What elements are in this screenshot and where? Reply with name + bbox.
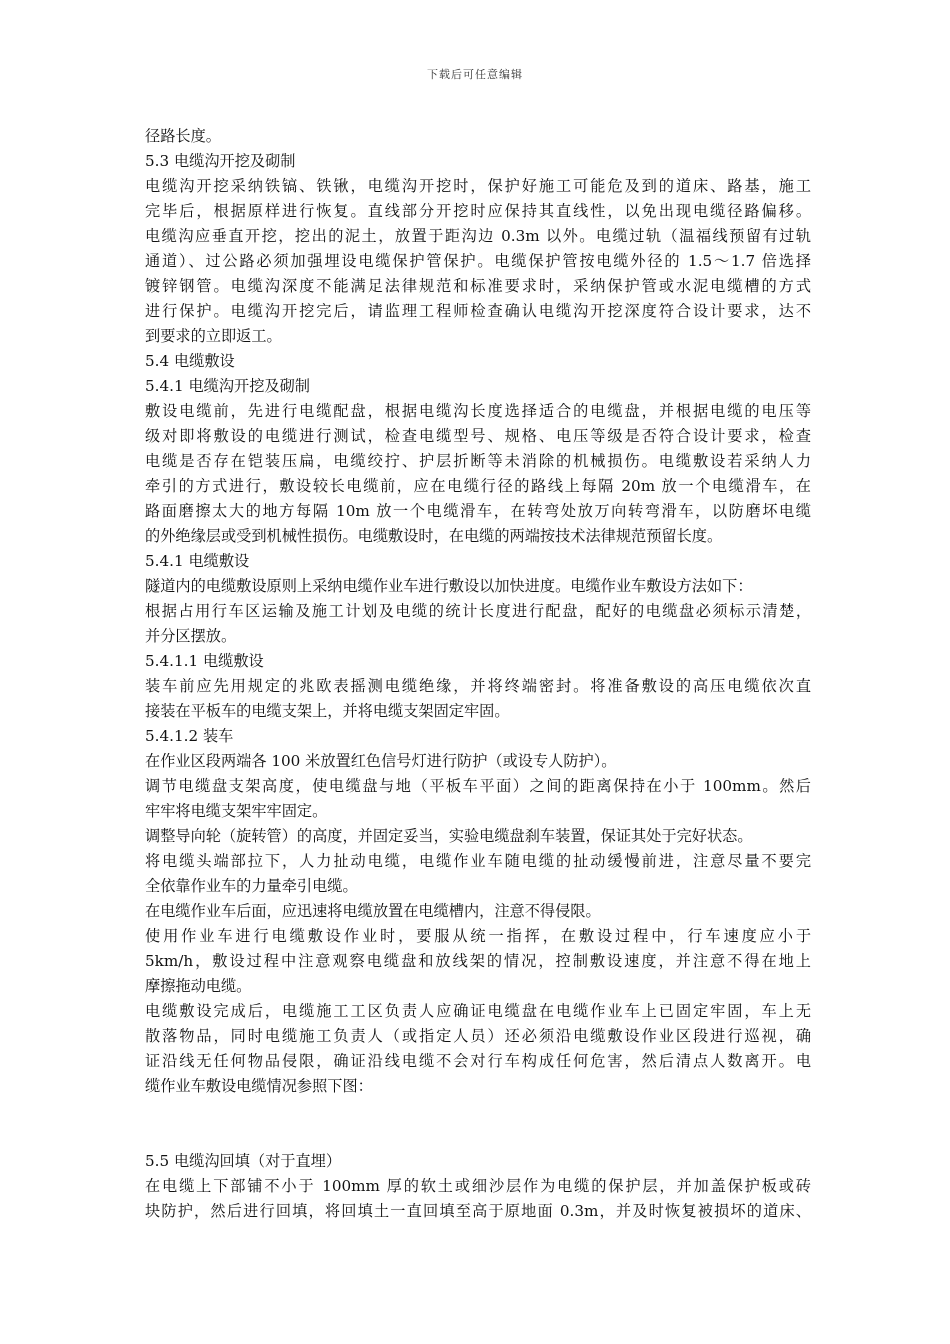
text-line: 牵引的方式进行，敷设较长电缆前，应在电缆行径的路线上每隔 20m 放一个电缆滑车，在 bbox=[145, 477, 811, 495]
text-line: 电缆敷设完成后，电缆施工工区负责人应确证电缆盘在电缆作业车上已固定牢固，车上无 bbox=[145, 1002, 811, 1020]
text-line: 敷设电缆前，先进行电缆配盘，根据电缆沟长度选择适合的电缆盘，并根据电缆的电压等 bbox=[145, 402, 811, 420]
text-line: 完毕后，根据原样进行恢复。直线部分开挖时应保持其直线性，以免出现电缆径路偏移。 bbox=[145, 202, 811, 220]
text-line: 证沿线无任何物品侵限，确证沿线电缆不会对行车构成任何危害，然后清点人数离开。电 bbox=[145, 1052, 811, 1070]
text-line: 的外绝缘层或受到机械性损伤。电缆敷设时，在电缆的两端按技术法律规范预留长度。 bbox=[145, 527, 723, 545]
text-line: 牢牢将电缆支架牢牢固定。 bbox=[145, 802, 328, 820]
text-line: 5.4 电缆敷设 bbox=[145, 352, 235, 370]
page-header: 下载后可任意编辑 bbox=[427, 68, 523, 81]
text-line: 全依靠作业车的力量牵引电缆。 bbox=[145, 877, 358, 895]
text-line: 在电缆上下部铺不小于 100mm 厚的软土或细沙层作为电缆的保护层，并加盖保护板或砖 bbox=[145, 1177, 811, 1195]
text-line: 电缆沟应垂直开挖，挖出的泥土，放置于距沟边 0.3m 以外。电缆过轨（温福线预留有过轨 bbox=[145, 227, 811, 245]
text-line: 在作业区段两端各 100 米放置红色信号灯进行防护（或设专人防护）。 bbox=[145, 752, 617, 770]
text-line: 5.4.1.1 电缆敷设 bbox=[145, 652, 264, 670]
text-line: 使用作业车进行电缆敷设作业时，要服从统一指挥，在敷设过程中，行车速度应小于 bbox=[145, 927, 811, 945]
text-line: 电缆沟开挖采纳铁镐、铁锹，电缆沟开挖时，保护好施工可能危及到的道床、路基，施工 bbox=[145, 177, 811, 195]
text-line: 5.5 电缆沟回填（对于直埋） bbox=[145, 1152, 342, 1170]
text-line: 并分区摆放。 bbox=[145, 627, 237, 645]
text-line: 在电缆作业车后面，应迅速将电缆放置在电缆槽内，注意不得侵限。 bbox=[145, 902, 601, 920]
text-block-backfill bbox=[145, 1149, 811, 1224]
text-line: 电缆是否存在铠装压扁，电缆绞拧、护层折断等未消除的机械损伤。电缆敷设若采纳人力 bbox=[145, 452, 811, 470]
figure-placeholder-gap bbox=[145, 1124, 811, 1149]
text-line: 路面磨擦太大的地方每隔 10m 放一个电缆滑车，在转弯处放万向转弯滑车，以防磨坏电缆 bbox=[145, 502, 811, 520]
text-line: 接装在平板车的电缆支架上，并将电缆支架固定牢固。 bbox=[145, 702, 510, 720]
text-line: 进行保护。电缆沟开挖完后，请监理工程师检查确认电缆沟开挖深度符合设计要求，达不 bbox=[145, 302, 811, 320]
text-line: 5.4.1 电缆沟开挖及砌制 bbox=[145, 377, 310, 395]
text-line: 块防护，然后进行回填，将回填土一直回填至高于原地面 0.3m，并及时恢复被损坏的道床、 bbox=[145, 1202, 811, 1220]
text-line: 缆作业车敷设电缆情况参照下图： bbox=[145, 1077, 373, 1095]
text-line: 将电缆头端部拉下，人力扯动电缆，电缆作业车随电缆的扯动缓慢前进，注意尽量不要完 bbox=[145, 852, 811, 870]
text-line: 镀锌钢管。电缆沟深度不能满足法律规范和标准要求时，采纳保护管或水泥电缆槽的方式 bbox=[145, 277, 811, 295]
text-line: 通道）、过公路必须加强埋设电缆保护管保护。电缆保护管按电缆外径的 1.5～1.7 倍选择 bbox=[145, 252, 811, 270]
text-line: 摩擦拖动电缆。 bbox=[145, 977, 252, 995]
text-line: 调整导向轮（旋转管）的高度，并固定妥当，实验电缆盘刹车装置，保证其处于完好状态。 bbox=[145, 827, 753, 845]
text-line: 级对即将敷设的电缆进行测试，检查电缆型号、规格、电压等级是否符合设计要求，检查 bbox=[145, 427, 811, 445]
text-line: 5.4.1 电缆敷设 bbox=[145, 552, 250, 570]
text-line: 到要求的立即返工。 bbox=[145, 327, 282, 345]
text-block-cable-laying bbox=[145, 124, 811, 1099]
text-line: 径路长度。 bbox=[145, 127, 221, 145]
text-line: 装车前应先用规定的兆欧表摇测电缆绝缘，并将终端密封。将准备敷设的高压电缆依次直 bbox=[145, 677, 811, 695]
text-line: 5.3 电缆沟开挖及砌制 bbox=[145, 152, 296, 170]
text-line: 隧道内的电缆敷设原则上采纳电缆作业车进行敷设以加快进度。电缆作业车敷设方法如下： bbox=[145, 577, 753, 595]
text-line: 散落物品，同时电缆施工负责人（或指定人员）还必须沿电缆敷设作业区段进行巡视，确 bbox=[145, 1027, 811, 1045]
figure-placeholder-gap bbox=[145, 1099, 811, 1124]
text-line: 根据占用行车区运输及施工计划及电缆的统计长度进行配盘，配好的电缆盘必须标示清楚， bbox=[145, 602, 811, 620]
text-line: 5.4.1.2 装车 bbox=[145, 727, 234, 745]
document-body bbox=[145, 124, 811, 1224]
text-line: 调节电缆盘支架高度，使电缆盘与地（平板车平面）之间的距离保持在小于 100mm。然后 bbox=[145, 777, 811, 795]
text-line: 5km/h，敷设过程中注意观察电缆盘和放线架的情况，控制敷设速度，并注意不得在地上 bbox=[145, 952, 811, 970]
